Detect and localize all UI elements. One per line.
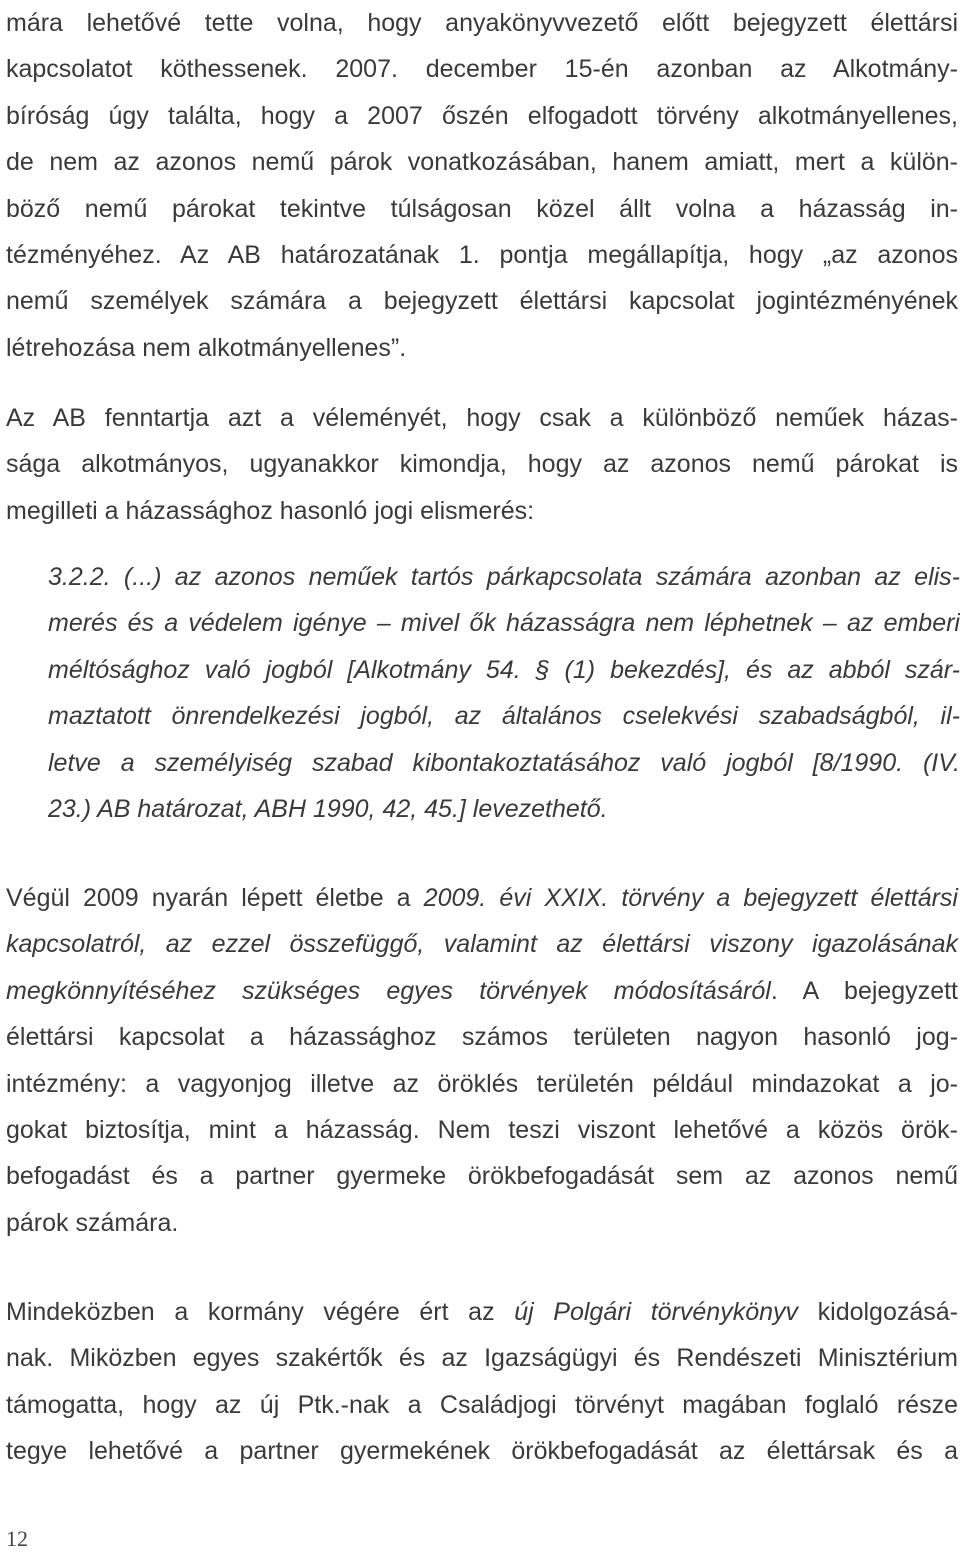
text-line: befogadást és a partner gyermeke örökbefogadását sem az azonos nemű — [6, 1162, 958, 1191]
quote-line: 23.) AB határozat, ABH 1990, 42, 45.] levezethető. — [48, 795, 608, 824]
quote-line: méltósághoz való jogból [Alkotmány 54. § (1) bekezdés], és az abból szár- — [48, 655, 960, 684]
text-segment: Végül 2009 nyarán lépett életbe a — [6, 884, 424, 912]
text-line: tegye lehetővé a partner gyermekének örökbefogadását az élettársak és a — [6, 1437, 958, 1466]
text-line: tézményéhez. Az AB határozatának 1. pontja megállapítja, hogy „az azonos — [6, 241, 958, 270]
text-segment: Mindeközben a kormány végére ért az — [6, 1298, 515, 1326]
text-line: kapcsolatot köthessenek. 2007. december 15-én azonban az Alkotmány- — [6, 55, 958, 84]
law-title-line: kapcsolatról, az ezzel összefüggő, valamint az élettársi viszony igazolásának — [6, 930, 958, 959]
text-line: Az AB fenntartja azt a véleményét, hogy csak a különböző neműek házas- — [6, 404, 958, 432]
text-line: bíróság úgy találta, hogy a 2007 őszén elfogadott törvény alkotmányellenes, — [6, 101, 958, 130]
page-number: 12 — [6, 1526, 28, 1551]
quote-line: maztatott önrendelkezési jogból, az általános cselekvési szabadságból, il- — [48, 702, 960, 731]
text-line: párok számára. — [6, 1208, 179, 1237]
paragraph-2009-law — [6, 875, 958, 1246]
law-title: 2009. évi XXIX. törvény a bejegyzett élettársi — [423, 884, 958, 912]
text-line: nemű személyek számára a bejegyzett élettársi kapcsolat jogintézményének — [6, 287, 958, 316]
text-line: élettársi kapcsolat a házassághoz számos területen nagyon hasonló jog- — [6, 1023, 958, 1052]
paragraph-ab-opinion — [6, 395, 958, 534]
law-title: megkönnyítéséhez szükséges egyes törvények módosításáról — [6, 976, 771, 1005]
text-line: de nem az azonos nemű párok vonatkozásában, hanem amiatt, mert a külön- — [6, 148, 958, 177]
civil-code-title: új Polgári törvénykönyv — [514, 1298, 799, 1326]
quote-line: merés és a védelem igénye – mivel ők házasságra nem léphetnek – az emberi — [48, 609, 960, 638]
text-line: mára lehetővé tette volna, hogy anyakönyvvezető előtt bejegyzett élettársi — [6, 9, 958, 37]
text-line: sága alkotmányos, ugyanakkor kimondja, hogy az azonos nemű párokat is — [6, 450, 958, 479]
text-line — [6, 968, 958, 1014]
text-segment: kidolgozásá- — [798, 1298, 958, 1326]
paragraph-constitutional-court-2007 — [6, 0, 958, 371]
text-line: gokat biztosítja, mint a házasság. Nem teszi viszont lehetővé a közös örök- — [6, 1116, 958, 1145]
text-line: támogatta, hogy az új Ptk.-nak a Családjogi törvényt magában foglaló része — [6, 1390, 958, 1419]
text-line: nak. Miközben egyes szakértők és az Igazságügyi és Rendészeti Minisztérium — [6, 1344, 958, 1373]
text-line: megilleti a házassághoz hasonló jogi elismerés: — [6, 496, 535, 525]
text-line: létrehozása nem alkotmányellenes”. — [6, 333, 407, 362]
text-line — [6, 875, 958, 921]
text-line: intézmény: a vagyonjog illetve az öröklés területén például mindazokat a jo- — [6, 1069, 958, 1098]
quote-line: letve a személyiség szabad kibontakoztatásához való jogból [8/1990. (IV. — [48, 748, 960, 777]
text-line: böző nemű párokat tekintve túlságosan közel állt volna a házasság in- — [6, 194, 958, 223]
block-quote-court-decision — [48, 554, 960, 832]
quote-line: 3.2.2. (...) az azonos neműek tartós párkapcsolata számára azonban az elis- — [48, 563, 960, 591]
paragraph-civil-code — [6, 1289, 958, 1475]
text-segment: . A bejegyzett — [770, 976, 958, 1005]
text-line — [6, 1289, 958, 1335]
